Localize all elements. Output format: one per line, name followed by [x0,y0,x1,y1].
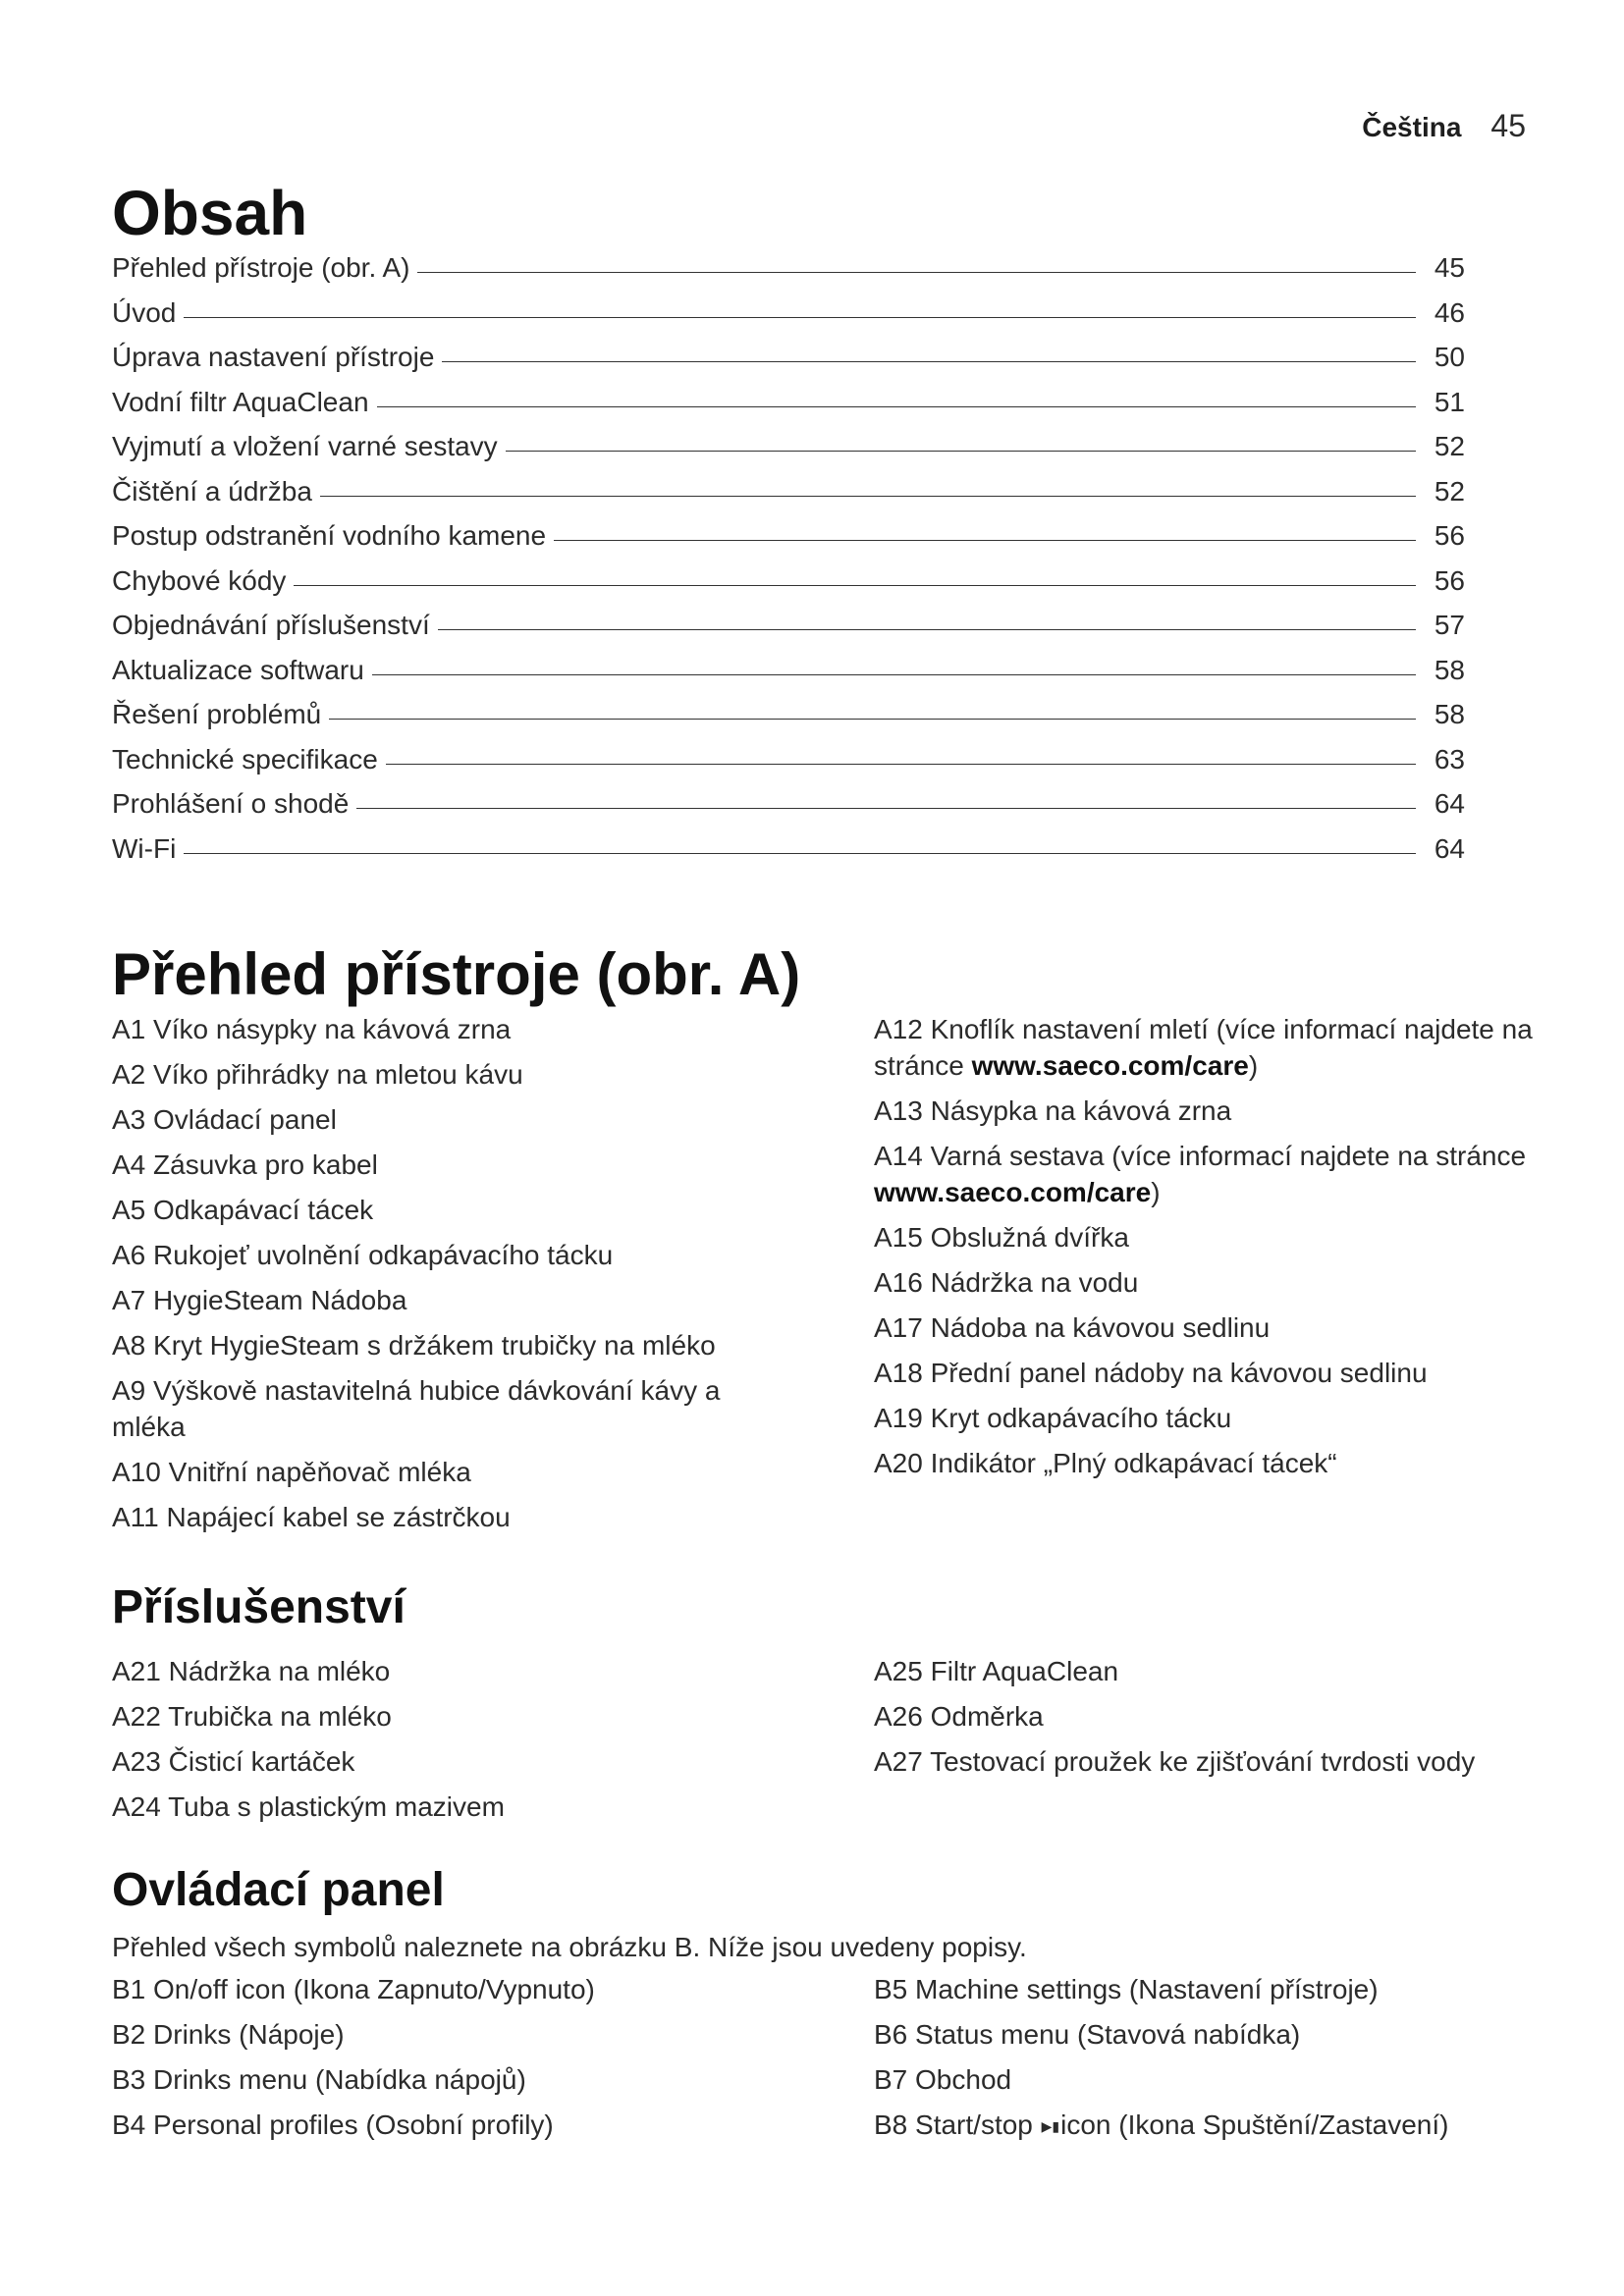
toc-entry[interactable] [112,655,1465,700]
list-item: B4 Personal profiles (Osobní profily) [112,2109,554,2140]
toc-entry-page: 56 [1434,564,1465,596]
list-item: A24 Tuba s plastickým mazivem [112,1791,505,1822]
toc-entry-label: Úvod [112,296,177,328]
list-item: B6 Status menu (Stavová nabídka) [874,2019,1301,2050]
list-item: A15 Obslužná dvířka [874,1222,1129,1253]
list-item: B3 Drinks menu (Nabídka nápojů) [112,2064,526,2095]
toc-leader-line [438,629,1416,630]
toc-leader-line [506,451,1416,452]
toc-entry-page: 52 [1434,475,1465,507]
item-text: ) [1151,1177,1161,1207]
item-text: icon (Ikona Spuštění/Zastavení) [1060,2109,1449,2140]
list-item: A19 Kryt odkapávacího tácku [874,1403,1232,1433]
toc-entry[interactable] [112,387,1465,432]
list-item: A3 Ovládací panel [112,1104,337,1135]
toc-entry-label: Řešení problémů [112,699,322,729]
control-panel-list-right [874,1971,1561,2154]
item-text: A12 Knoflík nastavení mletí (více informací najdete na stránce [874,1014,1533,1081]
toc-leader-line [377,406,1416,407]
toc-entry-page: 56 [1434,520,1465,551]
list-item: A9 Výškově nastavitelná hubice dávkování kávy a mléka [112,1375,721,1442]
list-item: A20 Indikátor „Plný odkapávací tácek“ [874,1448,1337,1478]
toc-entry[interactable] [112,297,1465,343]
control-panel-title: Ovládací panel [112,1864,445,1916]
care-link[interactable]: www.saeco.com/care [971,1050,1249,1081]
list-item: A8 Kryt HygieSteam s držákem trubičky na mléko [112,1330,716,1361]
toc-leader-line [184,317,1416,318]
toc-entry-label: Wi-Fi [112,832,177,864]
toc-entry[interactable] [112,520,1465,565]
list-item: A11 Napájecí kabel se zástrčkou [112,1502,511,1532]
toc-entry-label: Prohlášení o shodě [112,788,350,819]
list-item: A1 Víko násypky na kávová zrna [112,1014,512,1044]
page-header [1362,108,1526,144]
toc-leader-line [386,764,1416,765]
toc-entry[interactable] [112,476,1465,521]
toc-entry-page: 57 [1434,610,1465,640]
toc-entry-page: 58 [1434,699,1465,729]
table-of-contents [112,252,1465,878]
control-panel-list-left [112,1971,799,2152]
toc-entry[interactable] [112,744,1465,789]
toc-entry-page: 52 [1434,431,1465,461]
list-item: A16 Nádržka na vodu [874,1267,1139,1298]
toc-entry[interactable] [112,833,1465,879]
toc-entry[interactable] [112,565,1465,611]
toc-entry-page: 64 [1434,788,1465,819]
list-item [874,1011,1542,1084]
list-item: A25 Filtr AquaClean [874,1656,1119,1686]
toc-entry-page: 50 [1434,342,1465,372]
toc-entry-label: Aktualizace softwaru [112,654,364,685]
toc-entry-label: Technické specifikace [112,743,378,774]
toc-entry[interactable] [112,431,1465,476]
toc-entry[interactable] [112,788,1465,833]
toc-leader-line [356,808,1416,809]
list-item: B1 On/off icon (Ikona Zapnuto/Vypnuto) [112,1974,595,2004]
toc-entry-label: Přehled přístroje (obr. A) [112,252,410,283]
list-item: A7 HygieSteam Nádoba [112,1285,407,1315]
toc-entry-page: 46 [1434,296,1465,328]
list-item: A10 Vnitřní napěňovač mléka [112,1457,471,1487]
page-number: 45 [1490,108,1526,143]
toc-entry[interactable] [112,252,1465,297]
list-item: A23 Čisticí kartáček [112,1746,355,1777]
toc-entry-label: Úprava nastavení přístroje [112,342,435,372]
header-language: Čeština [1362,112,1462,142]
list-item: B7 Obchod [874,2064,1012,2095]
toc-entry[interactable] [112,342,1465,387]
overview-list-left [112,1011,789,1544]
list-item: A17 Nádoba na kávovou sedlinu [874,1312,1271,1343]
toc-entry-page: 63 [1434,743,1465,774]
toc-entry-page: 45 [1434,252,1465,283]
overview-list-right [874,1011,1542,1490]
toc-entry-label: Vyjmutí a vložení varné sestavy [112,431,498,461]
toc-entry[interactable] [112,699,1465,744]
toc-entry[interactable] [112,610,1465,655]
start-stop-icon: ▶▮ [1041,2118,1060,2135]
accessories-list-left [112,1653,799,1834]
item-text: ) [1248,1050,1259,1081]
accessories-title: Příslušenství [112,1581,406,1633]
toc-title: Obsah [112,178,308,248]
overview-title: Přehled přístroje (obr. A) [112,941,801,1007]
list-item: A6 Rukojeť uvolnění odkapávacího tácku [112,1240,614,1270]
accessories-list-right [874,1653,1561,1789]
list-item [874,1138,1542,1210]
list-item: A21 Nádržka na mléko [112,1656,391,1686]
toc-leader-line [294,585,1416,586]
toc-entry-label: Čištění a údržba [112,475,312,507]
list-item: A18 Přední panel nádoby na kávovou sedlinu [874,1358,1428,1388]
control-panel-intro: Přehled všech symbolů naleznete na obrázku B. Níže jsou uvedeny popisy. [112,1932,1027,1962]
toc-entry-label: Objednávání příslušenství [112,610,430,640]
item-text: B8 Start/stop [874,2109,1041,2140]
toc-leader-line [320,496,1416,497]
list-item: B5 Machine settings (Nastavení přístroje) [874,1974,1379,2004]
list-item: A5 Odkapávací tácek [112,1195,374,1225]
care-link[interactable]: www.saeco.com/care [874,1177,1152,1207]
list-item: A2 Víko přihrádky na mletou kávu [112,1059,523,1090]
list-item: A26 Odměrka [874,1701,1044,1732]
toc-leader-line [184,853,1416,854]
item-text: A14 Varná sestava (více informací najdete na stránce [874,1141,1527,1171]
toc-entry-label: Postup odstranění vodního kamene [112,520,547,551]
toc-entry-page: 64 [1434,832,1465,864]
toc-entry-label: Chybové kódy [112,564,287,596]
list-item [874,2107,1561,2145]
list-item: A22 Trubička na mléko [112,1701,392,1732]
toc-leader-line [554,540,1416,541]
toc-entry-page: 58 [1434,654,1465,685]
list-item: A13 Násypka na kávová zrna [874,1095,1232,1126]
list-item: A27 Testovací proužek ke zjišťování tvrdosti vody [874,1746,1476,1777]
toc-leader-line [442,361,1416,362]
toc-leader-line [329,719,1416,720]
list-item: B2 Drinks (Nápoje) [112,2019,345,2050]
toc-entry-label: Vodní filtr AquaClean [112,386,369,417]
toc-leader-line [417,272,1416,273]
toc-leader-line [372,674,1416,675]
list-item: A4 Zásuvka pro kabel [112,1149,378,1180]
toc-entry-page: 51 [1434,386,1465,417]
